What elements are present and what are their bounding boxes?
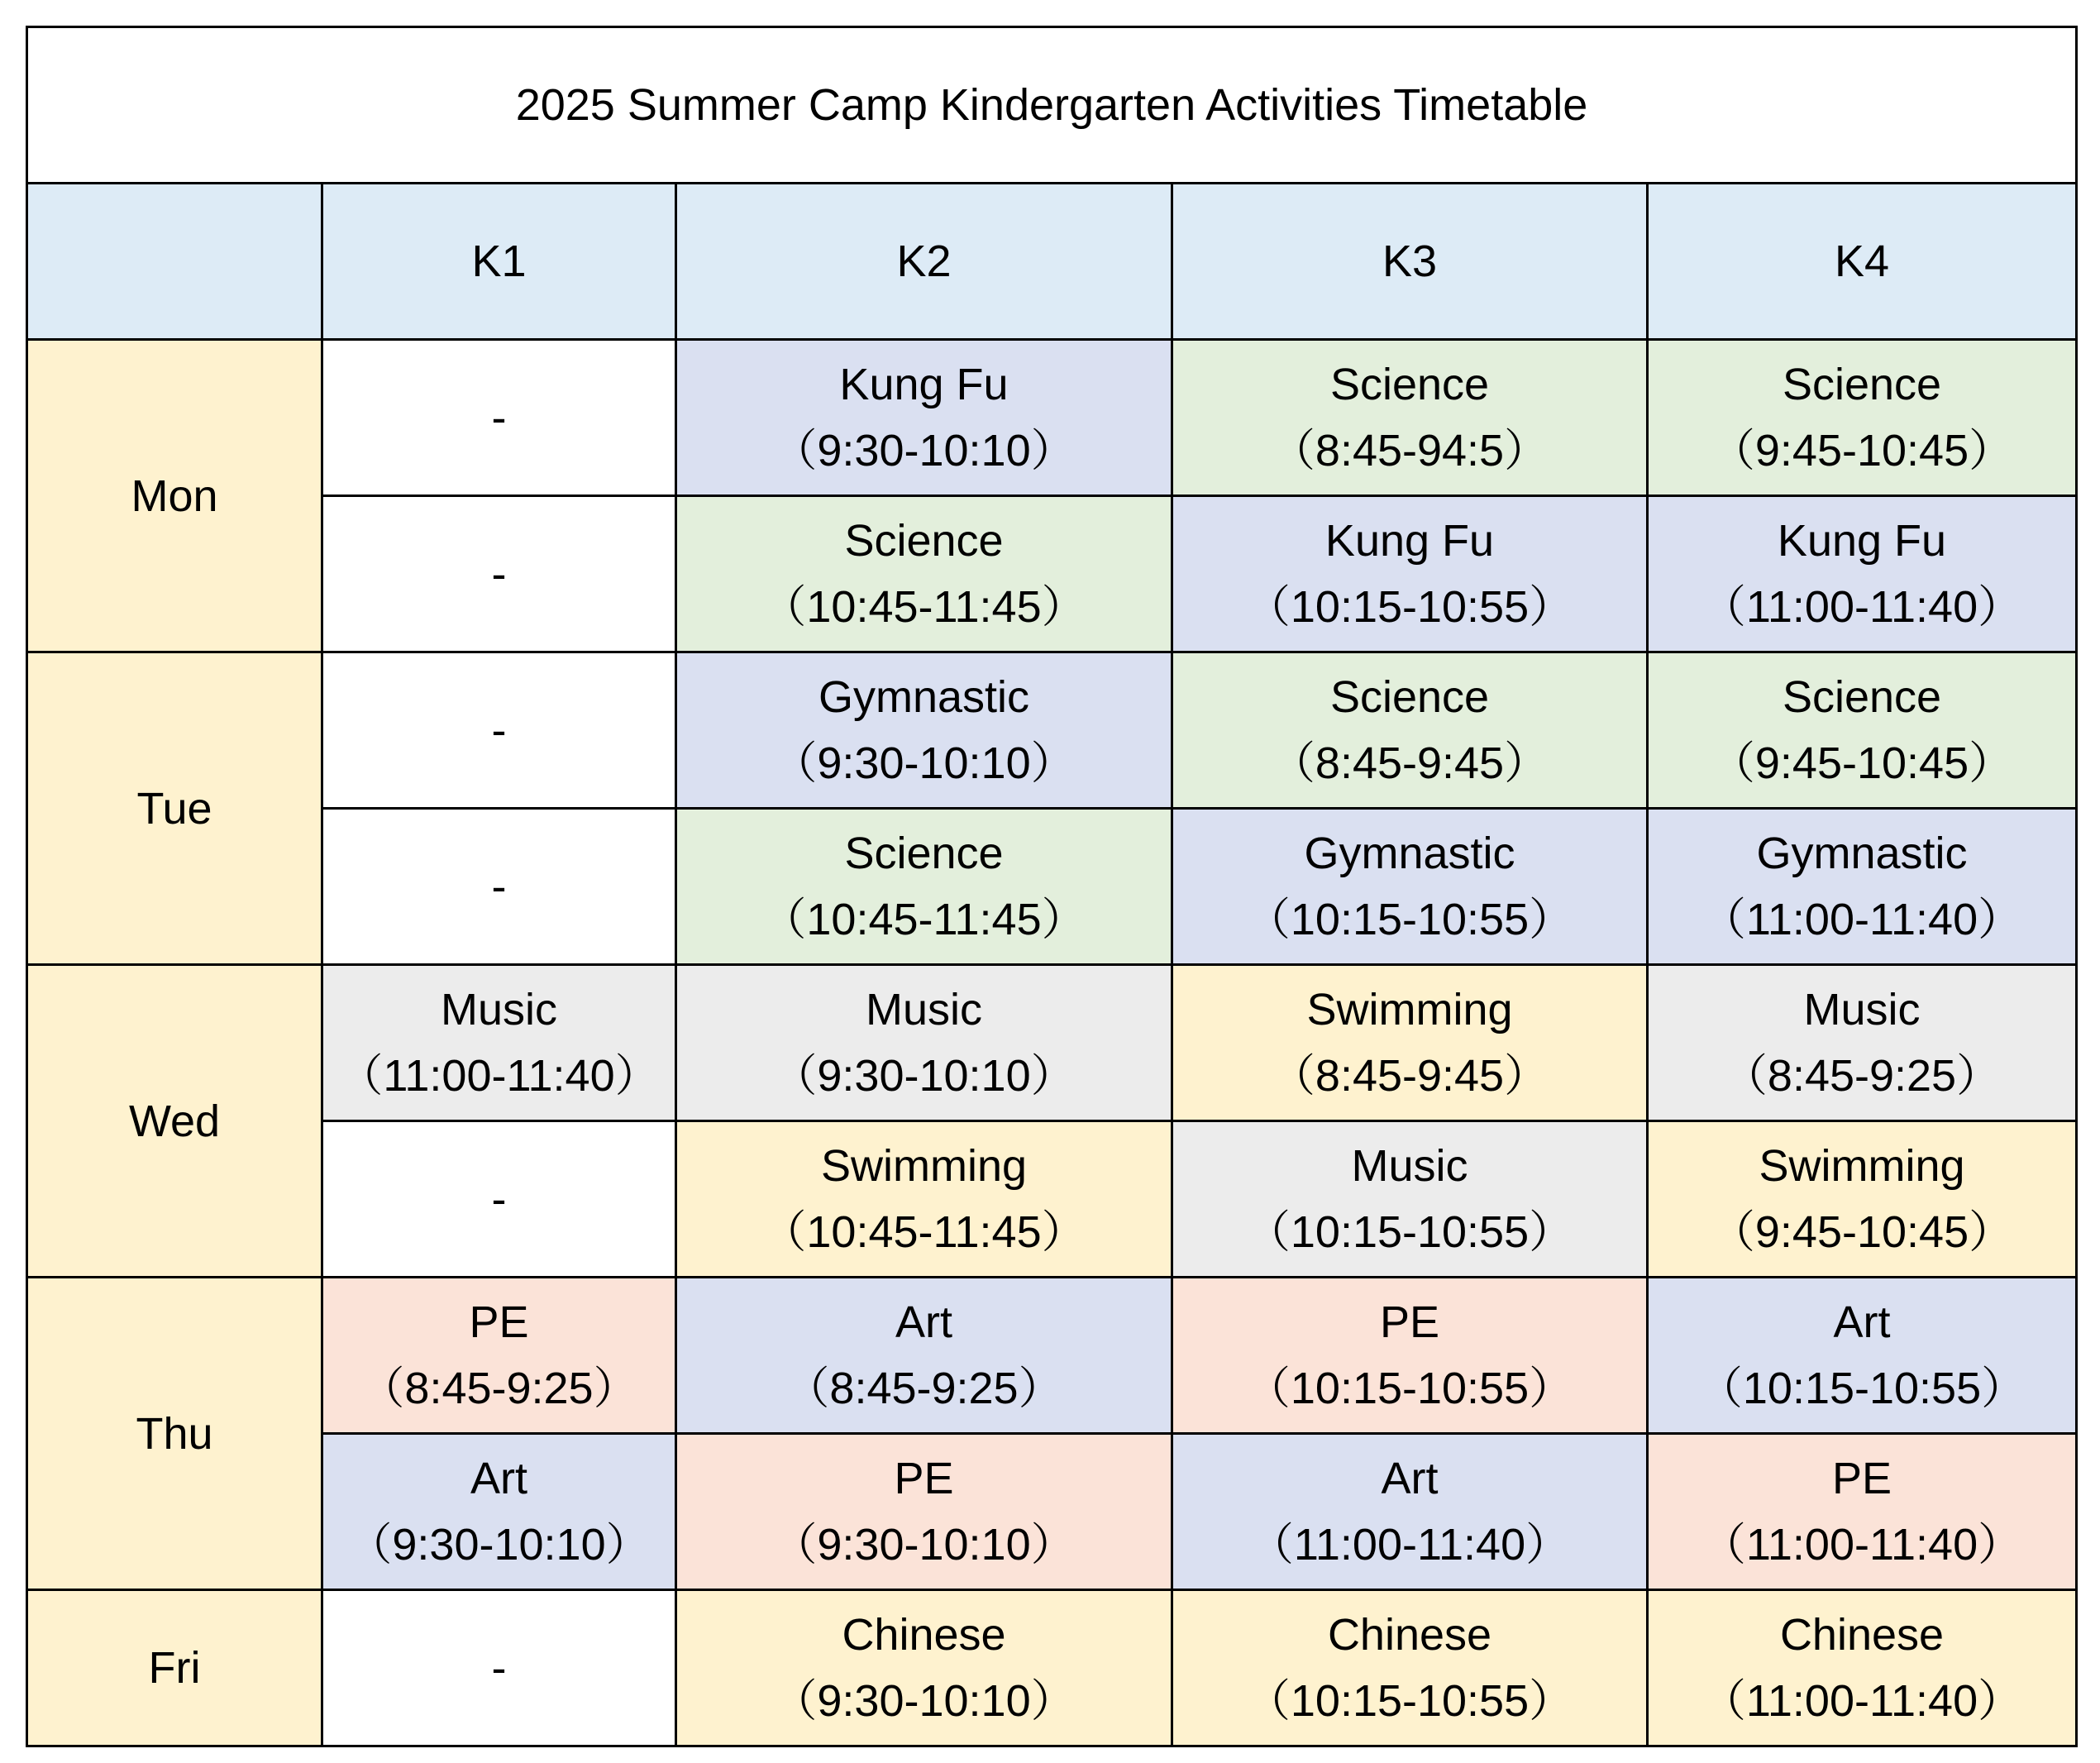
activity-cell (322, 496, 676, 652)
header-corner (27, 184, 322, 340)
timetable (26, 26, 2078, 1747)
activity-name: Music (1351, 1141, 1468, 1191)
activity-time: （8:45-9:45） (1270, 738, 1549, 788)
activity-time: （9:45-10:45） (1710, 738, 2014, 788)
activity-time: （9:30-10:10） (347, 1520, 651, 1570)
activity-time: （10:45-11:45） (761, 1207, 1086, 1257)
activity-cell (676, 1278, 1172, 1434)
activity-name: Music (1803, 985, 1921, 1034)
activity-cell (1648, 965, 2077, 1121)
day-label: Tue (27, 652, 322, 965)
activity-time: （10:15-10:55） (1697, 1364, 2026, 1413)
activity-name: Science (1782, 360, 1942, 409)
activity-name: Art (1833, 1297, 1891, 1347)
activity-name: Science (844, 829, 1004, 878)
activity-cell (322, 965, 676, 1121)
header-row (27, 184, 2077, 340)
table-row (27, 652, 2077, 809)
activity-name: Science (844, 516, 1004, 566)
activity-time: （8:45-9:45） (1270, 1051, 1549, 1101)
activity-time: （10:15-10:55） (1245, 582, 1574, 632)
activity-time: （11:00-11:40） (1701, 895, 2023, 944)
activity-time: （9:45-10:45） (1710, 1207, 2014, 1257)
activity-time: （10:15-10:55） (1245, 1207, 1574, 1257)
activity-cell (322, 652, 676, 809)
table-row (27, 809, 2077, 965)
activity-cell (1172, 340, 1648, 496)
activity-cell (322, 1590, 676, 1746)
activity-name: Music (865, 985, 982, 1034)
activity-name: - (491, 1174, 507, 1224)
activity-cell (1172, 809, 1648, 965)
activity-name: - (491, 1643, 507, 1693)
activity-name: Science (1329, 360, 1490, 409)
activity-name: Music (440, 985, 557, 1034)
activity-name: Swimming (1759, 1141, 1965, 1191)
activity-time: （9:30-10:10） (772, 1676, 1076, 1726)
day-label: Mon (27, 340, 322, 652)
header-k3: K3 (1172, 184, 1648, 340)
table-row (27, 340, 2077, 496)
activity-cell (1648, 1590, 2077, 1746)
activity-name: - (491, 862, 507, 911)
activity-name: - (491, 549, 507, 599)
activity-time: （8:45-9:25） (785, 1364, 1063, 1413)
activity-cell (322, 1278, 676, 1434)
table-row (27, 496, 2077, 652)
activity-name: Art (470, 1454, 527, 1503)
table-row (27, 1121, 2077, 1278)
activity-cell (676, 652, 1172, 809)
table-row (27, 965, 2077, 1121)
activity-cell (676, 1121, 1172, 1278)
activity-name: Chinese (842, 1610, 1006, 1660)
activity-name: Kung Fu (1324, 516, 1495, 566)
activity-time: （11:00-11:40） (1701, 1676, 2023, 1726)
activity-cell (322, 1121, 676, 1278)
activity-cell (322, 1434, 676, 1590)
activity-cell (322, 809, 676, 965)
activity-time: （9:30-10:10） (772, 426, 1076, 475)
activity-cell (1648, 340, 2077, 496)
activity-cell (676, 965, 1172, 1121)
day-label: Fri (27, 1590, 322, 1746)
activity-name: - (491, 705, 507, 755)
activity-time: （10:45-11:45） (761, 582, 1086, 632)
activity-cell (322, 340, 676, 496)
activity-cell (676, 1590, 1172, 1746)
activity-cell (1648, 809, 2077, 965)
table-row (27, 1434, 2077, 1590)
activity-cell (676, 496, 1172, 652)
activity-cell (1172, 1278, 1648, 1434)
table-row (27, 1590, 2077, 1746)
header-k4: K4 (1648, 184, 2077, 340)
activity-name: PE (894, 1454, 954, 1503)
activity-time: （8:45-94:5） (1270, 426, 1549, 475)
activity-cell (1172, 1590, 1648, 1746)
activity-time: （8:45-9:25） (360, 1364, 638, 1413)
activity-name: - (491, 393, 507, 442)
activity-name: Chinese (1327, 1610, 1492, 1660)
activity-time: （11:00-11:40） (338, 1051, 660, 1101)
activity-cell (1648, 496, 2077, 652)
activity-time: （9:30-10:10） (772, 1520, 1076, 1570)
activity-name: Swimming (1306, 985, 1513, 1034)
activity-time: （11:00-11:40） (1701, 1520, 2023, 1570)
header-k2: K2 (676, 184, 1172, 340)
table-title: 2025 Summer Camp Kindergarten Activities Timetable (27, 27, 2077, 184)
activity-cell (1172, 1434, 1648, 1590)
activity-name: Kung Fu (1777, 516, 1947, 566)
activity-name: Gymnastic (818, 672, 1030, 722)
activity-cell (676, 809, 1172, 965)
activity-time: （9:45-10:45） (1710, 426, 2014, 475)
activity-cell (676, 340, 1172, 496)
activity-name: Science (1329, 672, 1490, 722)
activity-time: （10:15-10:55） (1245, 1676, 1574, 1726)
activity-cell (1172, 496, 1648, 652)
activity-time: （11:00-11:40） (1701, 582, 2023, 632)
day-label: Wed (27, 965, 322, 1278)
activity-time: （10:15-10:55） (1245, 1364, 1574, 1413)
activity-name: Art (1381, 1454, 1439, 1503)
activity-name: Chinese (1779, 1610, 1945, 1660)
activity-name: Science (1782, 672, 1942, 722)
day-label: Thu (27, 1278, 322, 1590)
activity-time: （8:45-9:25） (1722, 1051, 2002, 1101)
activity-time: （11:00-11:40） (1248, 1520, 1571, 1570)
activity-time: （9:30-10:10） (772, 738, 1076, 788)
activity-name: Gymnastic (1304, 829, 1515, 878)
title-row (27, 27, 2077, 184)
activity-name: Kung Fu (839, 360, 1009, 409)
activity-cell (1648, 1434, 2077, 1590)
activity-cell (1172, 1121, 1648, 1278)
activity-name: Gymnastic (1756, 829, 1968, 878)
activity-name: PE (1379, 1297, 1440, 1347)
activity-name: PE (1831, 1454, 1892, 1503)
activity-time: （10:15-10:55） (1245, 895, 1574, 944)
activity-name: Swimming (820, 1141, 1028, 1191)
activity-name: Art (895, 1297, 952, 1347)
activity-cell (1172, 965, 1648, 1121)
table-row (27, 1278, 2077, 1434)
activity-cell (1648, 1278, 2077, 1434)
header-k1: K1 (322, 184, 676, 340)
activity-cell (1648, 1121, 2077, 1278)
activity-name: PE (469, 1297, 529, 1347)
activity-cell (1648, 652, 2077, 809)
activity-cell (1172, 652, 1648, 809)
activity-cell (676, 1434, 1172, 1590)
activity-time: （9:30-10:10） (772, 1051, 1076, 1101)
activity-time: （10:45-11:45） (761, 895, 1086, 944)
